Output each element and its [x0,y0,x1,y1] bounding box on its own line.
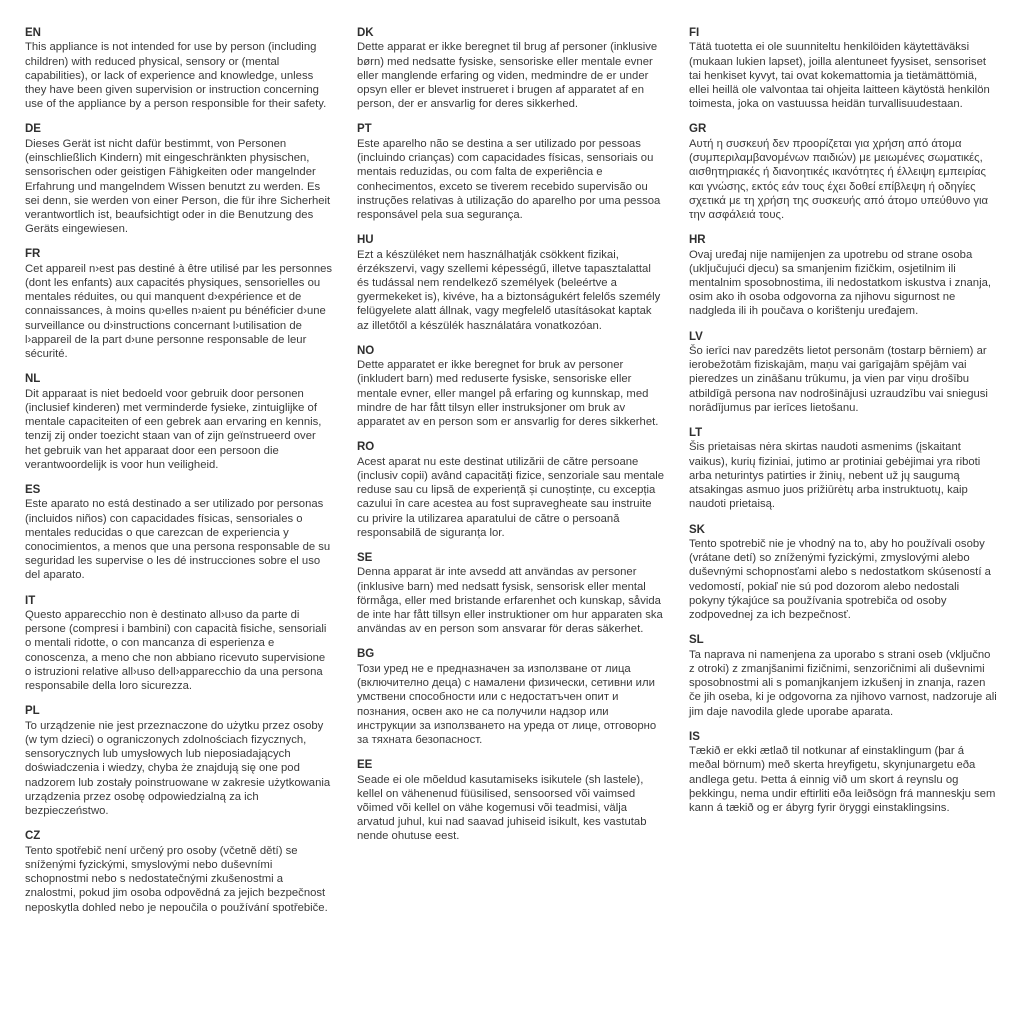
language-code: CZ [25,830,41,843]
language-code: HR [689,234,706,247]
language-section-fi [689,26,997,111]
language-text: Ezt a készüléket nem használhatják csökkent fizikai, érzékszervi, vagy szellemi képességű, illetve tapasztalattal és tudással nem rendelkező személyek (beleértve a gyermekeket is), kivéve, ha a biztonságukért felelős személy felügyelete alatt állnak, vagy megfelelő utasításokat kaptak az illetőtől a készülék használatára vonatkozóan. [357,248,661,332]
language-text: Tækið er ekki ætlað til notkunar af einstaklingum (þar á meðal börnum) með skerta hreyfigetu, skynjunargetu eða andlega getu. Þetta á einnig við um skort á reynslu og þekkingu, nema undir eftirliti eða leiðsögn frá manneskju sem kann á tækið og er ábyrg fyrir öryggi einstaklingsins. [689,745,996,814]
language-text: Šo ierīci nav paredzēts lietot personām (tostarp bērniem) ar ierobežotām fiziskajām, maņu vai garīgajām spējām vai pieredzes un zināšanu trūkumu, ja vien par viņu drošību atbildīgā persona nav nodrošinājusi uzraudzību vai sniegusi norādījumus par ierīces lietošanu. [689,345,988,414]
language-section-pt [357,122,665,222]
language-text: Questo apparecchio non è destinato all›uso da parte di persone (compresi i bambini) con capacità fisiche, sensoriali o mentali ridotte, o con mancanza di esperienza e conoscenza, a meno che non abbiano ricevuto supervisione o istruzioni relative all›uso dell›apparecchio da una persona responsabile della loro sicurezza. [25,609,327,693]
language-section-nl [25,372,333,472]
language-code: NO [357,344,375,357]
language-section-sl [689,633,997,718]
language-section-es [25,483,333,583]
language-section-ro [357,440,665,540]
language-text: Ovaj uređaj nije namijenjen za upotrebu od strane osoba (uključujući djecu) sa smanjenim fizičkim, osjetilnim ili mentalnim sposobnostima, ili nedostatkom iskustva i znanja, osim ako ih osoba odgovorna za njihovu sigurnost ne nadgleda ili ih poučava o korištenju uređajem. [689,248,992,318]
column-2 [357,26,665,926]
language-text: This appliance is not intended for use by person (including children) with reduced physical, sensory or (mental capabilities), or lack of experience and knowledge, unless they have been given supervision or instruction concerning use of the appliance by a person responsible for their safety. [25,41,327,111]
language-code: HU [357,234,374,247]
language-text: Denna apparat är inte avsedd att användas av personer (inklusive barn) med nedsatt fysisk, sensorisk eller mental förmåga, eller med bristande erfarenhet och kunskap, såvida de inte har fått tillsyn eller instruktioner om hur apparaten ska användas av en person som ansvarar för deras säkerhet. [357,566,663,636]
language-code: FI [689,27,700,39]
language-code: PL [25,705,40,718]
language-section-en [25,26,333,111]
language-text: To urządzenie nie jest przeznaczone do użytku przez osoby (w tym dzieci) o ograniczonych zdolnościach fizycznych, sensorycznych lub umysłowych lub nieposiadających doświadczenia i wiedzy, chyba że znajdują się one pod nadzorem lub zostały poinstruowane w zakresie użytkowania urządzenia przez osobę odpowiedzialną za ich bezpieczeństwo. [25,719,331,818]
text-columns [25,26,996,926]
language-section-lt [689,426,997,511]
language-section-bg [357,647,665,747]
language-section-cz [25,829,333,914]
language-text: Acest aparat nu este destinat utilizării de către persoane (inclusiv copii) având capacități fizice, senzoriale sau mentale reduse sau cu lipsă de experiență și cunoștințe, cu excepția cazului în care acestea au fost supravegheate sau instruite cu privire la utilizarea aparatului de către o persoană responsabilă de siguranța lor. [357,455,665,539]
language-code: FR [25,248,41,261]
language-text: Šis prietaisas nėra skirtas naudoti asmenims (įskaitant vaikus), kurių fiziniai, jutimo ar protiniai gebėjimai yra riboti arba neturintys patirties ir žinių, nebent už jų saugumą atsakingas asmuo juos prižiūrėtų arba instruktuotų, kaip naudoti prietaisą. [689,441,981,511]
language-text: Este aparelho não se destina a ser utilizado por pessoas (incluindo crianças) com capacidades físicas, sensoriais ou mentais reduzidas, ou com falta de experiência e conhecimentos, exceto se tiverem recebido supervisão ou instruções relativas à utilização do aparelho por uma pessoa responsável pela sua segurança. [357,137,661,221]
language-code: SK [689,523,705,536]
language-text: Tätä tuotetta ei ole suunniteltu henkilöiden käytettäväksi (mukaan lukien lapset), joilla alentuneet fyysiset, sensoriset tai henkiset kyvyt, tai ovat kokemattomia ja tietämättömiä, ellei heillä ole valvontaa tai ohjeita laitteen käytöstä henkilön toimesta, joka on vastuussa heidän turvallisuudestaan. [689,41,990,111]
language-section-ee [357,758,665,843]
column-3 [689,26,997,926]
language-code: ES [25,483,41,496]
language-section-sk [689,523,997,623]
language-text: Dit apparaat is niet bedoeld voor gebruik door personen (inclusief kinderen) met verminderde fysieke, zintuiglijke of mentale capaciteiten of een gebrek aan ervaring en kennis, tenzij zij onder toezicht staan van of zijn geïnstrueerd over het gebruik van het apparaat door een persoon die verantwoordelijk is voor hun veiligheid. [25,387,322,471]
language-section-fr [25,247,333,361]
language-text: Este aparato no está destinado a ser utilizado por personas (incluidos niños) con capacidades físicas, sensoriales o mentales reducidas o que carezcan de experiencia y conocimientos, a menos que una persona responsable de su seguridad les supervise o les dé instrucciones sobre el uso del aparato. [25,498,331,582]
language-section-gr [689,122,997,222]
language-section-dk [357,26,665,111]
language-text: Dette apparat er ikke beregnet til brug af personer (inklusive børn) med nedsatte fysiske, sensoriske eller mentale evner eller manglende erfaring og viden, medmindre de er under opsyn eller er blevet instrueret i brugen af apparatet af en person, der er ansvarlig for deres sikkerhed. [357,41,658,111]
language-text: Tento spotrebič nie je vhodný na to, aby ho používali osoby (vrátane detí) so zníženými fyzickými, zmyslovými alebo duševnými schopnosťami alebo s nedostatkom skúseností a vedomostí, pokiaľ nie sú pod dozorom alebo nedostali pokyny týkajúce sa používania spotrebiča od osoby zodpovednej za ich bezpečnosť. [689,537,991,622]
language-code: LV [689,330,703,343]
language-code: LT [689,427,703,440]
language-code: EN [25,27,41,39]
language-code: IT [25,594,36,607]
language-code: DK [357,27,374,39]
language-section-is [689,730,997,815]
language-code: NL [25,373,41,386]
language-section-pl [25,704,333,818]
language-code: IS [689,730,700,743]
language-text: Този уред не е предназначен за използване от лица (включително деца) с намалени физически, сетивни или умствени способности или с недостатъчен опит и познания, освен ако не са получили надзор или инструкции за използването на уреда от лице, отговорно за тяхната безопасност. [357,662,657,746]
language-section-hu [357,233,665,333]
language-section-se [357,551,665,636]
language-text: Cet appareil n›est pas destiné à être utilisé par les personnes (dont les enfants) aux capacités physiques, sensorielles ou mentales réduites, ou qui manquent d›expérience et de connaissances, à moins qu›elles n›aient pu bénéficier d›une surveillance ou d›instructions concernant l›utilisation de l›appareil de la part d›une personne responsable de leur sécurité. [25,262,333,361]
language-code: RO [357,441,375,454]
language-code: SL [689,634,704,647]
language-text: Tento spotřebič není určený pro osoby (včetně dětí) se sníženými fyzickými, smyslovými nebo duševními schopnostmi nebo s nedostatečnými zkušenostmi a znalostmi, pokud jim osoba odpovědná za jejich bezpečnost neposkytla dohled nebo je nepoučila o používání spotřebiče. [25,844,328,914]
language-code: BG [357,648,375,661]
language-text: Ta naprava ni namenjena za uporabo s strani oseb (vključno z otroki) z zmanjšanimi fizičnimi, senzoričnimi ali duševnimi sposobnostmi ali s pomanjkanjem izkušenj in znanja, razen če jih oseba, ki je odgovorna za njihovo varnost, nadzoruje ali jim daje navodila glede uporabe aparata. [689,648,997,718]
language-section-no [357,344,665,429]
language-code: GR [689,123,707,136]
language-code: DE [25,123,41,136]
language-text: Dieses Gerät ist nicht dafür bestimmt, von Personen (einschließlich Kindern) mit eingeschränkten physischen, sensorischen oder geistigen Fähigkeiten oder mangelnder Erfahrung und mangelndem Wissen benutzt zu werden. Es sei denn, sie werden von einer Person, die für ihre Sicherheit verantwortlich ist, beaufsichtigt oder in die Benutzung des Geräts eingewiesen. [25,137,331,236]
column-1 [25,26,333,926]
language-code: EE [357,759,373,772]
language-code: PT [357,123,372,136]
language-code: SE [357,552,373,564]
language-section-de [25,122,333,236]
language-text: Αυτή η συσκευή δεν προορίζεται για χρήση από άτομα (συμπεριλαμβανομένων παιδιών) με μειωμένες σωματικές, αισθητηριακές ή διανοητικές ικανότητες ή έλλειψη εμπειρίας και γνώσης, εκτός εάν τους έχει δοθεί επίβλεψη ή οδηγίες σχετικά με τη χρήση της συσκευής από άτομο υπεύθυνο για την ασφάλειά τους. [689,137,989,221]
language-text: Seade ei ole mõeldud kasutamiseks isikutele (sh lastele), kellel on vähenenud füüsilised, sensoorsed või vaimsed võimed või kellel on vähe kogemusi või teadmisi, välja arvatud juhul, kui nad saavad juhiseid isikult, kes vastutab nende ohutuse eest. [357,773,647,843]
language-text: Dette apparatet er ikke beregnet for bruk av personer (inkludert barn) med reduserte fysiske, sensoriske eller mentale evner, eller mangel på erfaring og kunnskap, med mindre de har fått tilsyn eller instruksjoner om bruk av apparatet av en person som er ansvarlig for deres sikkerhet. [357,359,659,429]
language-section-lv [689,330,997,415]
language-section-it [25,594,333,694]
language-section-hr [689,233,997,318]
